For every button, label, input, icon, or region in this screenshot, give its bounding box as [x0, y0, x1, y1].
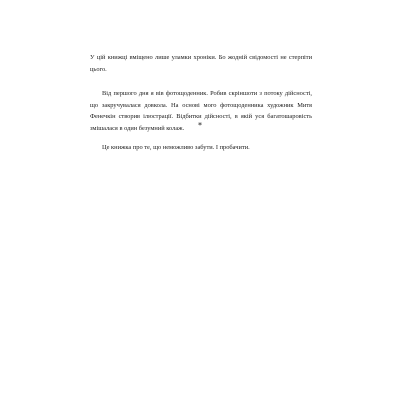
paragraph-text: Від першого дня я вів фотощоденник. Робив скріншоти з потоку дійсності, що закручувалася довкола. На основі мого фотощоденника художник Митя Фенечкін створив ілюстрації. Відбитки дійсності, в якій уся багатошаровість змішалася в один безумний колаж. — [90, 90, 312, 132]
paragraph-text: Це книжка про те, що неможливо забути. І пробачити. — [102, 144, 250, 151]
paragraph-text: У цій книжці вміщено лише уламки хроніки. Бо жодній свідомості не стерпіти цього. — [90, 54, 312, 73]
paragraph-closing — [90, 142, 312, 154]
section-separator: * — [198, 121, 202, 130]
paragraph-intro — [90, 52, 312, 75]
